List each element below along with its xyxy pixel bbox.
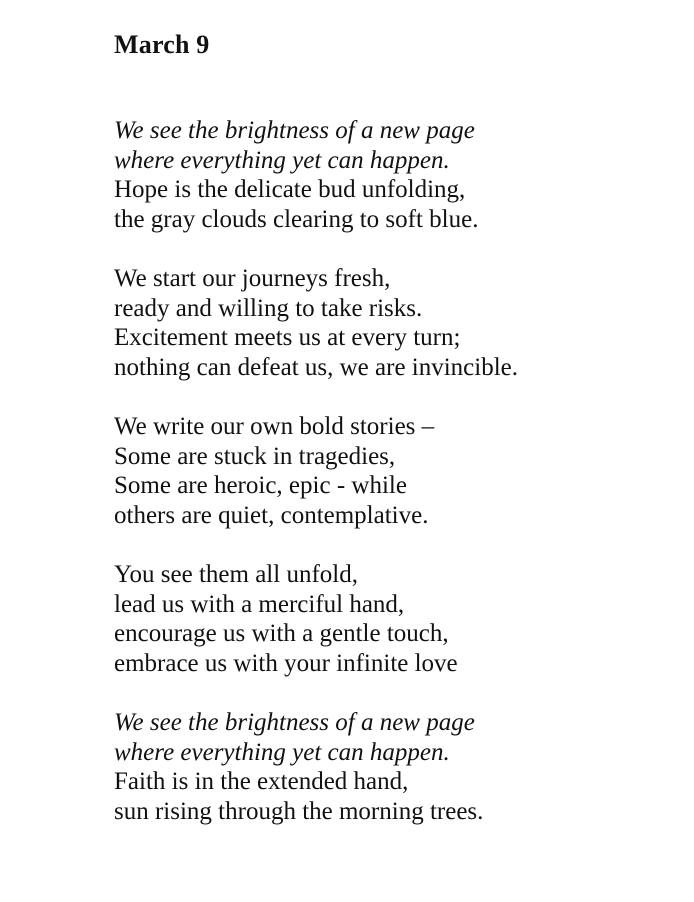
poem-line: We see the brightness of a new page — [114, 117, 475, 144]
poem-line: Faith is in the extended hand, — [114, 768, 409, 795]
poem-body — [114, 116, 674, 826]
poem-line: encourage us with a gentle touch, — [114, 620, 449, 647]
poem-line: We see the brightness of a new page — [114, 709, 475, 736]
poem-line: ready and willing to take risks. — [114, 294, 423, 322]
poem-line: We start our journeys fresh, — [114, 265, 391, 292]
stanza-1 — [114, 116, 674, 234]
poem-line: the gray clouds clearing to soft blue. — [114, 205, 479, 233]
poem-line: where everything yet can happen. — [114, 146, 450, 174]
stanza-2 — [114, 264, 674, 382]
stanza-5 — [114, 708, 674, 826]
stanza-4 — [114, 560, 674, 678]
poem-line: embrace us with your infinite love — [114, 649, 458, 677]
poem-line: others are quiet, contemplative. — [114, 501, 429, 529]
poem-line: Some are stuck in tragedies, — [114, 442, 396, 470]
poem-line: We write our own bold stories – — [114, 413, 435, 440]
poem-line: Some are heroic, epic - while — [114, 472, 407, 499]
poem-title: March 9 — [114, 30, 210, 59]
poem-line: Excitement meets us at every turn; — [114, 324, 461, 351]
stanza-3 — [114, 412, 674, 530]
poem-line: Hope is the delicate bud unfolding, — [114, 176, 466, 203]
poem-line: sun rising through the morning trees. — [114, 797, 484, 825]
poem-line: where everything yet can happen. — [114, 738, 450, 766]
poem-line: You see them all unfold, — [114, 561, 358, 588]
poem-page — [114, 28, 674, 856]
poem-line: lead us with a merciful hand, — [114, 590, 405, 618]
poem-line: nothing can defeat us, we are invincible. — [114, 353, 519, 381]
